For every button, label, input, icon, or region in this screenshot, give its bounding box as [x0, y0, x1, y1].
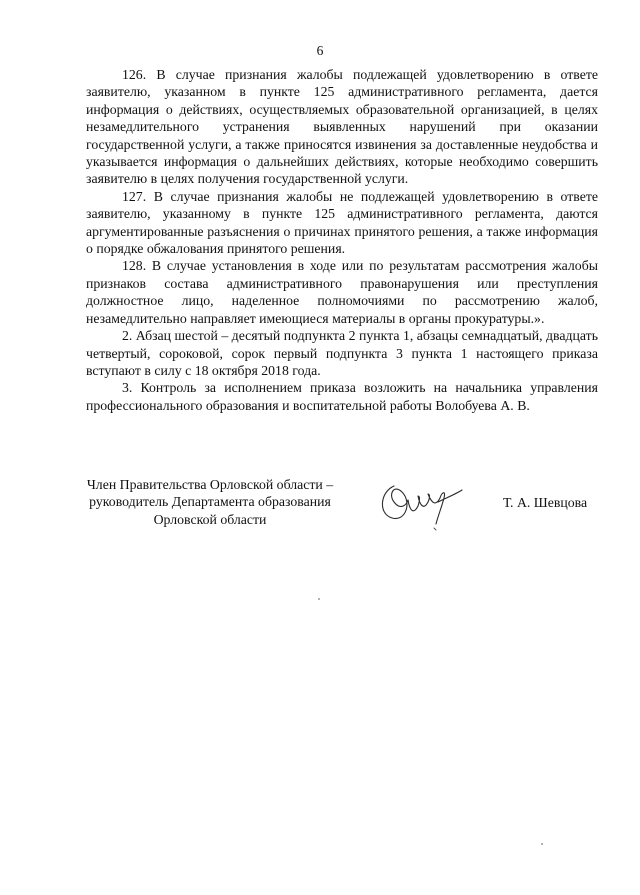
signature-block: [0, 476, 640, 546]
scan-speck: [541, 843, 543, 845]
scan-speck: [318, 598, 320, 600]
paragraph-128: 128. В случае установления в ходе или по результатам рассмотрения жалобы признаков состава административного правонарушения или преступления должностное лицо, наделенное полномочиями по рассмотрению жалоб, незамедлительно направляет имеющиеся материалы в органы прокуратуры.».: [86, 258, 598, 326]
signer-position-line-1: Член Правительства Орловской области –: [86, 477, 334, 492]
signer-name: Т. А. Шевцова: [503, 495, 588, 510]
paragraph-item-3: 3. Контроль за исполнением приказа возложить на начальника управления профессионального образования и воспитательной работы Волобуева А. В.: [86, 380, 598, 413]
handwritten-signature: [372, 472, 472, 534]
page-number: 6: [316, 43, 324, 58]
paragraph-126: 126. В случае признания жалобы подлежащей удовлетворению в ответе заявителю, указанном в пункте 125 административного регламента, дается информация о действиях, осуществляемых образовательной организацией, в целях незамедлительного устранения выявленных нарушений при оказании государственной услуги, а также приносятся извинения за доставленные неудобства и указывается информация о дальнейших действиях, которые необходимо совершить заявителю в целях получения государственной услуги.: [86, 67, 598, 187]
document-body: [86, 66, 598, 414]
signer-position-line-3: Орловской области: [153, 511, 267, 527]
signer-position-line-2: руководитель Департамента образования: [89, 494, 331, 510]
paragraph-127: 127. В случае признания жалобы не подлежащей удовлетворению в ответе заявителю, указанному в пункте 125 административного регламента, даются аргументированные разъяснения о причинах принятого решения, а также информация о порядке обжалования принятого решения.: [86, 188, 598, 257]
signer-position: [60, 476, 360, 528]
paragraph-item-2: 2. Абзац шестой – десятый подпункта 2 пункта 1, абзацы семнадцатый, двадцать четвертый, сороковой, сорок первый подпункта 3 пункта 1 настоящего приказа вступают в силу с 18 октября 2018 года.: [86, 328, 598, 378]
